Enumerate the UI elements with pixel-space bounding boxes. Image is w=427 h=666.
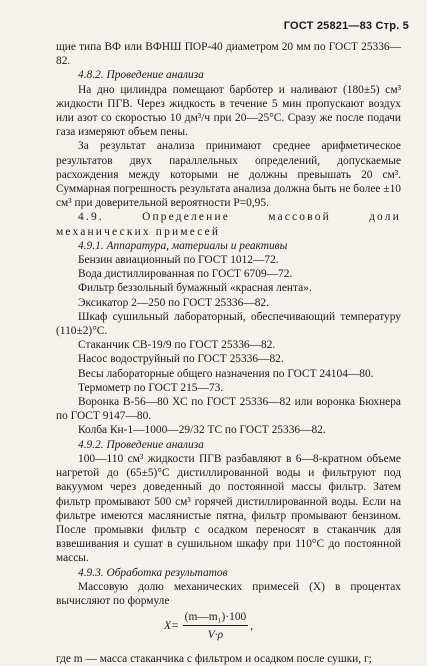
equipment-item: Шкаф сушильный лабораторный, обеспечивающий температуру (110±2)°С. <box>56 310 401 338</box>
equipment-item: Фильтр беззольный бумажный «красная лента». <box>78 282 312 295</box>
section-heading-4-8-2: 4.8.2. Проведение анализа <box>78 69 204 82</box>
paragraph-procedure: На дно цилиндра помещают барботер и наливают (180±5) см³ жидкости ПГВ. Через жидкость в течение 5 мин пропускают воздух или азот со скоростью 10 дм³/ч при 20—25°С. Сразу же после подачи газа измеряют объем пены. <box>56 83 401 139</box>
equipment-item: Бензин авиационный по ГОСТ 1012—72. <box>78 254 279 267</box>
formula <box>164 610 253 642</box>
paragraph-formula-intro: Массовую долю механических примесей (X) в процентах вычисляют по формуле <box>56 580 401 607</box>
paragraph-variable-definition: где m — масса стаканчика с фильтром и осадком после сушки, г; <box>56 653 372 666</box>
formula-lhs: X= <box>164 620 179 633</box>
section-heading-4-9: 4.9. Определение массовой доли механических примесей <box>56 211 401 238</box>
formula-denominator: V·ρ <box>207 629 224 642</box>
equipment-item: Стаканчик СВ-19/9 по ГОСТ 25336—82. <box>78 339 276 352</box>
formula-tail: , <box>250 620 254 633</box>
document-body <box>56 40 401 666</box>
section-heading-4-9-3: 4.9.3. Обработка результатов <box>78 566 228 579</box>
section-heading-4-9-2: 4.9.2. Проведение анализа <box>78 438 204 451</box>
equipment-item: Весы лабораторные общего назначения по ГОСТ 24104—80. <box>78 367 374 380</box>
page-header: ГОСТ 25821—83 Стр. 5 <box>283 20 409 32</box>
section-heading-4-9-1: 4.9.1. Аппаратура, материалы и реактивы <box>78 239 288 252</box>
paragraph-analysis: 100—110 см³ жидкости ПГВ разбавляют в 6—8-кратном объеме нагретой до (65±5)°С дистиллированной воды и фильтруют под вакуумом через доведенный до постоянной массы фильтр. Затем фильтр промывают 500 см³ горячей дистиллированной воды. Если на фильтре имеются маслянистые пятна, фильтр промывают бензином. После промывки фильтр с осадком переносят в стаканчик для взвешивания и сушат в сушильном шкафу при 110°С до постоянной массы. <box>56 452 401 565</box>
equipment-item: Колба Кн-1—1000—29/32 ТС по ГОСТ 25336—82. <box>78 424 326 437</box>
equipment-item: Термометр по ГОСТ 215—73. <box>78 381 224 394</box>
formula-numerator: (m—m₁)·100 <box>183 610 249 626</box>
equipment-item: Насос водоструйный по ГОСТ 25336—82. <box>78 353 284 366</box>
equipment-item: Эксикатор 2—250 по ГОСТ 25336—82. <box>78 296 269 309</box>
formula-block <box>56 608 401 652</box>
formula-fraction <box>183 610 249 642</box>
equipment-item: Воронка В-56—80 ХС по ГОСТ 25336—82 или воронка Бюхнера по ГОСТ 9147—80. <box>56 396 401 423</box>
equipment-item: Вода дистиллированная по ГОСТ 6709—72. <box>78 268 293 281</box>
paragraph-continuation: щие типа ВФ или ВФНШ ПОР-40 диаметром 20 мм по ГОСТ 25336—82. <box>56 41 401 68</box>
paragraph-result: За результат анализа принимают среднее арифметическое результатов двух параллельных определений, допускаемые расхождения между которыми не должны превышать 20 см³. Суммарная погрешность результата анализа должна быть не более ±10 см³ при доверительной вероятности P=0,95. <box>56 140 401 210</box>
